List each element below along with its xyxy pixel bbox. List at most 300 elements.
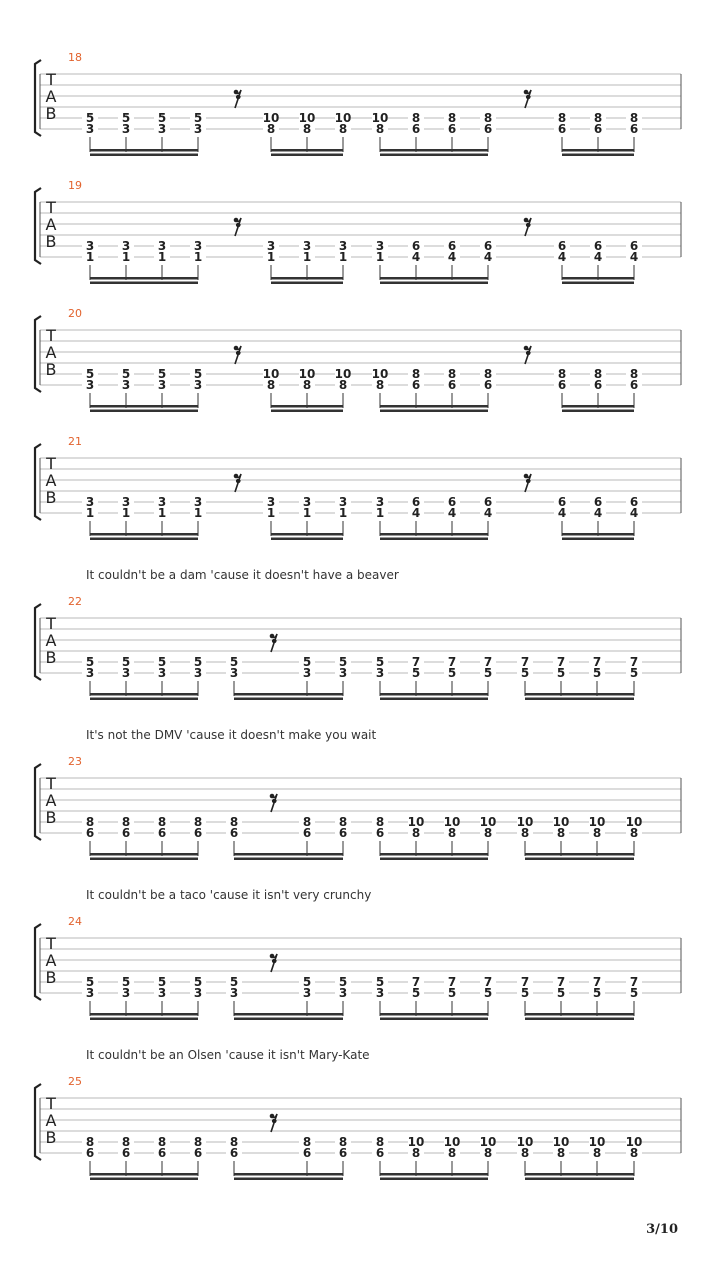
- fret-number: 8: [556, 826, 566, 840]
- beam: [562, 277, 634, 280]
- fret-number: 7: [483, 975, 493, 989]
- fret-number: 7: [411, 655, 421, 669]
- fret-number: 1: [121, 250, 131, 264]
- fret-number: 8: [338, 378, 348, 392]
- fret-number: 10: [371, 367, 389, 381]
- fret-number: 3: [302, 666, 312, 680]
- fret-number: 4: [447, 250, 457, 264]
- fret-number: 3: [157, 378, 167, 392]
- tab-clef-letter: A: [45, 343, 57, 362]
- fret-number: 1: [157, 506, 167, 520]
- fret-number: 8: [193, 815, 203, 829]
- beam: [90, 853, 198, 856]
- beam: [525, 858, 634, 861]
- fret-number: 4: [629, 506, 639, 520]
- fret-number: 10: [552, 1135, 570, 1149]
- measure-number: 24: [68, 915, 82, 928]
- beam: [380, 698, 488, 701]
- fret-number: 3: [193, 986, 203, 1000]
- fret-number: 8: [483, 1146, 493, 1160]
- fret-number: 5: [85, 367, 95, 381]
- fret-number: 5: [375, 655, 385, 669]
- tab-clef-letter: T: [46, 454, 56, 473]
- fret-number: 6: [411, 122, 421, 136]
- fret-number: 1: [338, 250, 348, 264]
- fret-number: 5: [302, 655, 312, 669]
- eighth-rest-icon: [270, 1114, 277, 1132]
- beam: [525, 853, 634, 856]
- fret-number: 5: [229, 655, 239, 669]
- fret-number: 8: [483, 367, 493, 381]
- fret-number: 1: [266, 250, 276, 264]
- fret-number: 6: [447, 378, 457, 392]
- tab-clef-letter: B: [45, 648, 57, 667]
- fret-number: 8: [447, 1146, 457, 1160]
- tab-clef-letter: B: [45, 1128, 57, 1147]
- fret-number: 8: [592, 826, 602, 840]
- fret-number: 4: [629, 250, 639, 264]
- fret-number: 4: [483, 250, 493, 264]
- fret-number: 8: [592, 1146, 602, 1160]
- beam: [562, 533, 634, 536]
- lyric-line: It couldn't be an Olsen 'cause it isn't Mary-Kate: [86, 1048, 370, 1062]
- fret-number: 7: [556, 975, 566, 989]
- fret-number: 5: [121, 111, 131, 125]
- fret-number: 7: [483, 655, 493, 669]
- beam: [90, 858, 198, 861]
- fret-number: 6: [557, 378, 567, 392]
- tab-clef-letter: B: [45, 808, 57, 827]
- fret-number: 8: [447, 367, 457, 381]
- fret-number: 8: [302, 1135, 312, 1149]
- fret-number: 3: [338, 986, 348, 1000]
- beam: [271, 533, 343, 536]
- fret-number: 3: [229, 986, 239, 1000]
- fret-number: 5: [483, 986, 493, 1000]
- fret-number: 8: [375, 122, 385, 136]
- fret-number: 3: [193, 378, 203, 392]
- tab-clef-letter: T: [46, 774, 56, 793]
- beam: [90, 533, 198, 536]
- fret-number: 8: [629, 111, 639, 125]
- fret-number: 6: [447, 495, 457, 509]
- fret-number: 10: [479, 815, 497, 829]
- eighth-rest-icon: [234, 346, 241, 364]
- fret-number: 6: [121, 826, 131, 840]
- beam: [562, 154, 634, 157]
- eighth-rest-icon: [234, 474, 241, 492]
- beam: [271, 277, 343, 280]
- fret-number: 5: [338, 655, 348, 669]
- fret-number: 8: [411, 1146, 421, 1160]
- fret-number: 8: [411, 111, 421, 125]
- fret-number: 3: [157, 122, 167, 136]
- fret-number: 3: [121, 986, 131, 1000]
- fret-number: 6: [447, 239, 457, 253]
- fret-number: 10: [407, 1135, 425, 1149]
- fret-number: 3: [302, 495, 312, 509]
- fret-number: 5: [520, 986, 530, 1000]
- fret-number: 1: [193, 250, 203, 264]
- fret-number: 6: [375, 826, 385, 840]
- fret-number: 8: [593, 367, 603, 381]
- beam: [234, 858, 343, 861]
- fret-number: 7: [556, 655, 566, 669]
- fret-number: 8: [556, 1146, 566, 1160]
- fret-number: 5: [157, 975, 167, 989]
- beam: [525, 1013, 634, 1016]
- fret-number: 1: [266, 506, 276, 520]
- fret-number: 3: [85, 495, 95, 509]
- fret-number: 5: [85, 975, 95, 989]
- fret-number: 6: [338, 1146, 348, 1160]
- tab-clef-letter: A: [45, 951, 57, 970]
- fret-number: 4: [447, 506, 457, 520]
- beam: [271, 410, 343, 413]
- beam: [380, 853, 488, 856]
- fret-number: 8: [411, 826, 421, 840]
- beam: [380, 149, 488, 152]
- beam: [234, 1018, 343, 1021]
- measure-number: 19: [68, 179, 82, 192]
- fret-number: 5: [121, 975, 131, 989]
- beam: [380, 1173, 488, 1176]
- tab-staff: [0, 606, 720, 706]
- tab-clef-letter: B: [45, 488, 57, 507]
- fret-number: 3: [157, 239, 167, 253]
- fret-number: 3: [85, 666, 95, 680]
- fret-number: 3: [302, 986, 312, 1000]
- fret-number: 10: [588, 1135, 606, 1149]
- fret-number: 8: [302, 122, 312, 136]
- fret-number: 7: [411, 975, 421, 989]
- tab-clef-letter: T: [46, 1094, 56, 1113]
- lyric-line: It couldn't be a dam 'cause it doesn't have a beaver: [86, 568, 399, 582]
- beam: [380, 858, 488, 861]
- tab-clef-letter: T: [46, 614, 56, 633]
- fret-number: 8: [229, 1135, 239, 1149]
- fret-number: 5: [229, 975, 239, 989]
- fret-number: 5: [193, 111, 203, 125]
- fret-number: 8: [447, 826, 457, 840]
- eighth-rest-icon: [234, 218, 241, 236]
- fret-number: 6: [483, 122, 493, 136]
- fret-number: 5: [85, 111, 95, 125]
- fret-number: 8: [520, 1146, 530, 1160]
- tab-clef-letter: A: [45, 791, 57, 810]
- fret-number: 5: [556, 666, 566, 680]
- beam: [525, 698, 634, 701]
- fret-number: 6: [557, 495, 567, 509]
- fret-number: 7: [629, 655, 639, 669]
- fret-number: 5: [375, 975, 385, 989]
- fret-number: 6: [411, 239, 421, 253]
- fret-number: 5: [157, 655, 167, 669]
- fret-number: 6: [483, 239, 493, 253]
- beam: [90, 1178, 198, 1181]
- fret-number: 6: [447, 122, 457, 136]
- fret-number: 1: [338, 506, 348, 520]
- fret-number: 6: [411, 378, 421, 392]
- fret-number: 10: [552, 815, 570, 829]
- beam: [525, 1018, 634, 1021]
- fret-number: 3: [121, 378, 131, 392]
- fret-number: 8: [593, 111, 603, 125]
- fret-number: 6: [629, 239, 639, 253]
- tab-clef-letter: A: [45, 215, 57, 234]
- fret-number: 5: [157, 367, 167, 381]
- beam: [525, 1178, 634, 1181]
- fret-number: 4: [593, 506, 603, 520]
- fret-number: 10: [443, 1135, 461, 1149]
- beam: [380, 1013, 488, 1016]
- measure-number: 25: [68, 1075, 82, 1088]
- fret-number: 8: [629, 826, 639, 840]
- beam: [380, 154, 488, 157]
- fret-number: 3: [375, 495, 385, 509]
- fret-number: 6: [593, 122, 603, 136]
- beam: [562, 405, 634, 408]
- fret-number: 8: [338, 1135, 348, 1149]
- tab-staff: [0, 1086, 720, 1186]
- fret-number: 1: [193, 506, 203, 520]
- lyric-line: It's not the DMV 'cause it doesn't make you wait: [86, 728, 377, 742]
- fret-number: 3: [85, 378, 95, 392]
- measure-number: 18: [68, 51, 82, 64]
- fret-number: 3: [121, 666, 131, 680]
- tab-clef-letter: A: [45, 1111, 57, 1130]
- fret-number: 5: [483, 666, 493, 680]
- tab-clef-letter: B: [45, 104, 57, 123]
- fret-number: 8: [557, 111, 567, 125]
- beam: [90, 277, 198, 280]
- fret-number: 8: [85, 815, 95, 829]
- fret-number: 1: [302, 250, 312, 264]
- fret-number: 8: [629, 367, 639, 381]
- fret-number: 3: [375, 239, 385, 253]
- fret-number: 6: [483, 495, 493, 509]
- beam: [234, 853, 343, 856]
- fret-number: 3: [266, 495, 276, 509]
- eighth-rest-icon: [270, 634, 277, 652]
- fret-number: 1: [85, 506, 95, 520]
- fret-number: 7: [520, 975, 530, 989]
- fret-number: 10: [334, 111, 352, 125]
- fret-number: 3: [193, 239, 203, 253]
- beam: [525, 1173, 634, 1176]
- fret-number: 10: [625, 1135, 643, 1149]
- fret-number: 6: [302, 1146, 312, 1160]
- fret-number: 6: [193, 826, 203, 840]
- eighth-rest-icon: [270, 954, 277, 972]
- fret-number: 5: [411, 666, 421, 680]
- fret-number: 8: [557, 367, 567, 381]
- beam: [234, 1173, 343, 1176]
- fret-number: 8: [629, 1146, 639, 1160]
- fret-number: 10: [516, 1135, 534, 1149]
- fret-number: 4: [411, 506, 421, 520]
- fret-number: 3: [85, 239, 95, 253]
- fret-number: 1: [375, 250, 385, 264]
- fret-number: 6: [411, 495, 421, 509]
- fret-number: 6: [229, 826, 239, 840]
- tab-staff: [0, 62, 720, 162]
- fret-number: 3: [338, 495, 348, 509]
- beam: [271, 282, 343, 285]
- beam: [90, 410, 198, 413]
- tab-clef-letter: T: [46, 934, 56, 953]
- fret-number: 10: [479, 1135, 497, 1149]
- beam: [380, 693, 488, 696]
- fret-number: 7: [447, 655, 457, 669]
- fret-number: 6: [593, 495, 603, 509]
- tab-clef-letter: T: [46, 70, 56, 89]
- tab-staff: [0, 766, 720, 866]
- fret-number: 10: [262, 111, 280, 125]
- fret-number: 3: [375, 986, 385, 1000]
- lyric-line: It couldn't be a taco 'cause it isn't very crunchy: [86, 888, 372, 902]
- fret-number: 3: [121, 239, 131, 253]
- eighth-rest-icon: [234, 90, 241, 108]
- fret-number: 4: [483, 506, 493, 520]
- fret-number: 1: [157, 250, 167, 264]
- fret-number: 6: [629, 122, 639, 136]
- fret-number: 10: [625, 815, 643, 829]
- beam: [90, 149, 198, 152]
- fret-number: 1: [85, 250, 95, 264]
- fret-number: 6: [193, 1146, 203, 1160]
- fret-number: 3: [85, 986, 95, 1000]
- fret-number: 6: [629, 495, 639, 509]
- tab-clef-letter: B: [45, 360, 57, 379]
- fret-number: 1: [121, 506, 131, 520]
- beam: [271, 154, 343, 157]
- fret-number: 5: [338, 975, 348, 989]
- fret-number: 5: [629, 986, 639, 1000]
- fret-number: 10: [443, 815, 461, 829]
- fret-number: 5: [193, 655, 203, 669]
- fret-number: 3: [157, 495, 167, 509]
- fret-number: 5: [447, 666, 457, 680]
- tab-clef-letter: A: [45, 631, 57, 650]
- eighth-rest-icon: [524, 474, 531, 492]
- eighth-rest-icon: [524, 90, 531, 108]
- fret-number: 8: [483, 826, 493, 840]
- eighth-rest-icon: [524, 218, 531, 236]
- fret-number: 8: [375, 815, 385, 829]
- tab-clef-letter: B: [45, 968, 57, 987]
- fret-number: 1: [302, 506, 312, 520]
- fret-number: 5: [157, 111, 167, 125]
- fret-number: 6: [483, 378, 493, 392]
- page-number: 3/10: [646, 1222, 678, 1237]
- fret-number: 7: [592, 655, 602, 669]
- measure-number: 22: [68, 595, 82, 608]
- fret-number: 5: [193, 367, 203, 381]
- beam: [90, 538, 198, 541]
- beam: [562, 538, 634, 541]
- fret-number: 8: [157, 1135, 167, 1149]
- fret-number: 5: [85, 655, 95, 669]
- tab-clef-letter: T: [46, 198, 56, 217]
- fret-number: 6: [85, 826, 95, 840]
- fret-number: 3: [193, 122, 203, 136]
- beam: [234, 1013, 343, 1016]
- beam: [380, 538, 488, 541]
- fret-number: 7: [520, 655, 530, 669]
- fret-number: 8: [193, 1135, 203, 1149]
- fret-number: 4: [557, 506, 567, 520]
- beam: [380, 410, 488, 413]
- beam: [380, 1018, 488, 1021]
- fret-number: 3: [338, 666, 348, 680]
- fret-number: 8: [483, 111, 493, 125]
- fret-number: 4: [593, 250, 603, 264]
- fret-number: 3: [157, 986, 167, 1000]
- beam: [90, 282, 198, 285]
- fret-number: 6: [557, 239, 567, 253]
- fret-number: 8: [85, 1135, 95, 1149]
- fret-number: 8: [375, 378, 385, 392]
- fret-number: 5: [592, 666, 602, 680]
- fret-number: 10: [516, 815, 534, 829]
- beam: [380, 282, 488, 285]
- fret-number: 3: [85, 122, 95, 136]
- beam: [90, 405, 198, 408]
- fret-number: 8: [266, 378, 276, 392]
- fret-number: 6: [85, 1146, 95, 1160]
- fret-number: 3: [375, 666, 385, 680]
- fret-number: 6: [557, 122, 567, 136]
- beam: [90, 1013, 198, 1016]
- fret-number: 10: [262, 367, 280, 381]
- beam: [562, 282, 634, 285]
- fret-number: 5: [411, 986, 421, 1000]
- measure-number: 21: [68, 435, 82, 448]
- fret-number: 10: [371, 111, 389, 125]
- fret-number: 4: [411, 250, 421, 264]
- fret-number: 8: [375, 1135, 385, 1149]
- fret-number: 6: [157, 1146, 167, 1160]
- fret-number: 3: [157, 666, 167, 680]
- fret-number: 5: [121, 367, 131, 381]
- fret-number: 8: [157, 815, 167, 829]
- fret-number: 5: [592, 986, 602, 1000]
- fret-number: 8: [338, 815, 348, 829]
- fret-number: 8: [121, 815, 131, 829]
- fret-number: 5: [193, 975, 203, 989]
- eighth-rest-icon: [524, 346, 531, 364]
- fret-number: 6: [157, 826, 167, 840]
- fret-number: 6: [593, 378, 603, 392]
- tab-staff: [0, 926, 720, 1026]
- beam: [90, 698, 198, 701]
- fret-number: 6: [229, 1146, 239, 1160]
- fret-number: 8: [266, 122, 276, 136]
- tab-staff: [0, 190, 720, 290]
- beam: [271, 149, 343, 152]
- measure-number: 20: [68, 307, 82, 320]
- beam: [380, 405, 488, 408]
- fret-number: 6: [375, 1146, 385, 1160]
- fret-number: 8: [447, 111, 457, 125]
- fret-number: 10: [588, 815, 606, 829]
- fret-number: 6: [121, 1146, 131, 1160]
- beam: [562, 410, 634, 413]
- eighth-rest-icon: [270, 794, 277, 812]
- fret-number: 3: [193, 495, 203, 509]
- beam: [234, 693, 343, 696]
